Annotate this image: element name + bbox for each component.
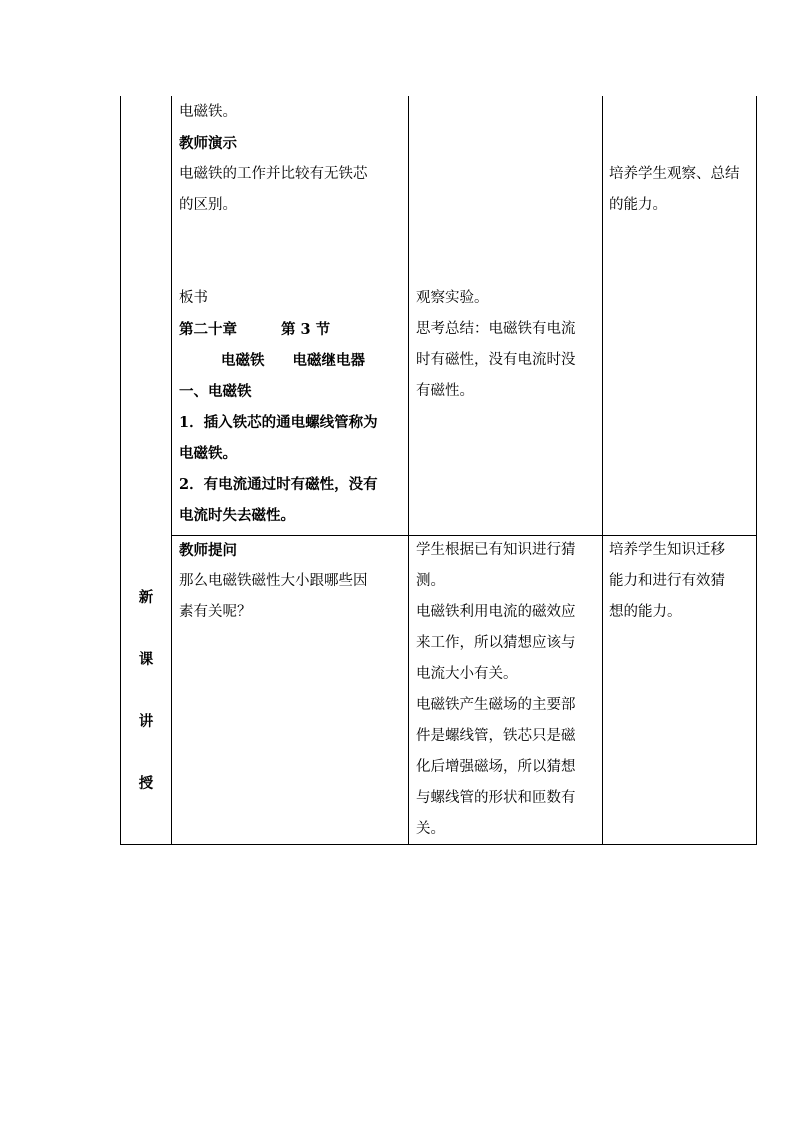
- lesson-title-line: [179, 345, 407, 376]
- row2-teacher-activity-cell: [179, 535, 407, 628]
- text-line: 电磁铁利用电流的磁效应: [416, 604, 576, 620]
- text-line: 有磁性。: [416, 383, 474, 399]
- text-line: 测。: [416, 573, 445, 589]
- row2-student-activity-cell: [416, 535, 602, 845]
- stage-char: 新: [138, 589, 154, 606]
- text-line: 件是螺线管，铁芯只是磁: [416, 728, 576, 744]
- text-line: 能力和进行有效猜: [609, 573, 725, 589]
- point-2-line-a: 2．有电流通过时有磁性，没有: [179, 476, 378, 493]
- table-column-divider-2: [408, 96, 409, 845]
- teacher-question-label: 教师提问: [179, 542, 237, 559]
- section-label: 第 3 节: [281, 321, 331, 338]
- text-line: 想的能力。: [609, 604, 682, 620]
- section-heading: 一、电磁铁: [179, 383, 252, 400]
- text-line: 培养学生知识迁移: [609, 542, 725, 558]
- text-line: 学生根据已有知识进行猜: [416, 542, 576, 558]
- text-line: 时有磁性，没有电流时没: [416, 352, 576, 368]
- point-1-line-b: 电磁铁。: [179, 445, 237, 462]
- table-border-right: [756, 96, 757, 845]
- text-line: 电磁铁产生磁场的主要部: [416, 697, 576, 713]
- stage-char: 课: [138, 651, 154, 668]
- table-border-left: [120, 96, 121, 845]
- text-line: 与螺线管的形状和匝数有: [416, 790, 576, 806]
- text-line: 思考总结：电磁铁有电流: [416, 321, 576, 337]
- text-line: 观察实验。: [416, 290, 489, 306]
- text-line: 的能力。: [609, 197, 667, 213]
- text-line: 电磁铁。: [179, 104, 237, 120]
- lesson-title-1: 电磁铁: [221, 352, 265, 369]
- row1-student-activity-cell: [416, 283, 602, 407]
- text-line: 培养学生观察、总结: [609, 166, 740, 182]
- point-2-line-b: 电流时失去磁性。: [179, 507, 295, 524]
- teacher-demo-label: 教师演示: [179, 135, 237, 152]
- chapter-label: 第二十章: [179, 321, 237, 338]
- stage-char: 讲: [138, 713, 154, 730]
- text-line: 电流大小有关。: [416, 666, 518, 682]
- table-column-divider-3: [602, 96, 603, 845]
- row1-teacher-activity-cell: [179, 97, 407, 531]
- text-line: 化后增强磁场，所以猜想: [416, 759, 576, 775]
- row1-design-intent-cell: [609, 159, 755, 221]
- lesson-title-2: 电磁继电器: [292, 352, 365, 369]
- text-line: 那么电磁铁磁性大小跟哪些因: [179, 573, 368, 589]
- text-line: 来工作，所以猜想应该与: [416, 635, 576, 651]
- chapter-section-line: [179, 314, 407, 345]
- point-1-line-a: 1．插入铁芯的通电螺线管称为: [179, 414, 378, 431]
- text-line: 素有关呢？: [179, 604, 252, 620]
- text-line: 关。: [416, 821, 445, 837]
- text-line: 的区别。: [179, 197, 237, 213]
- row2-design-intent-cell: [609, 535, 755, 628]
- text-line: 电磁铁的工作并比较有无铁芯: [179, 166, 368, 182]
- stage-char: 授: [138, 775, 154, 792]
- board-label: 板书: [179, 290, 208, 306]
- spacer: [179, 221, 407, 283]
- table-column-divider-1: [171, 96, 172, 845]
